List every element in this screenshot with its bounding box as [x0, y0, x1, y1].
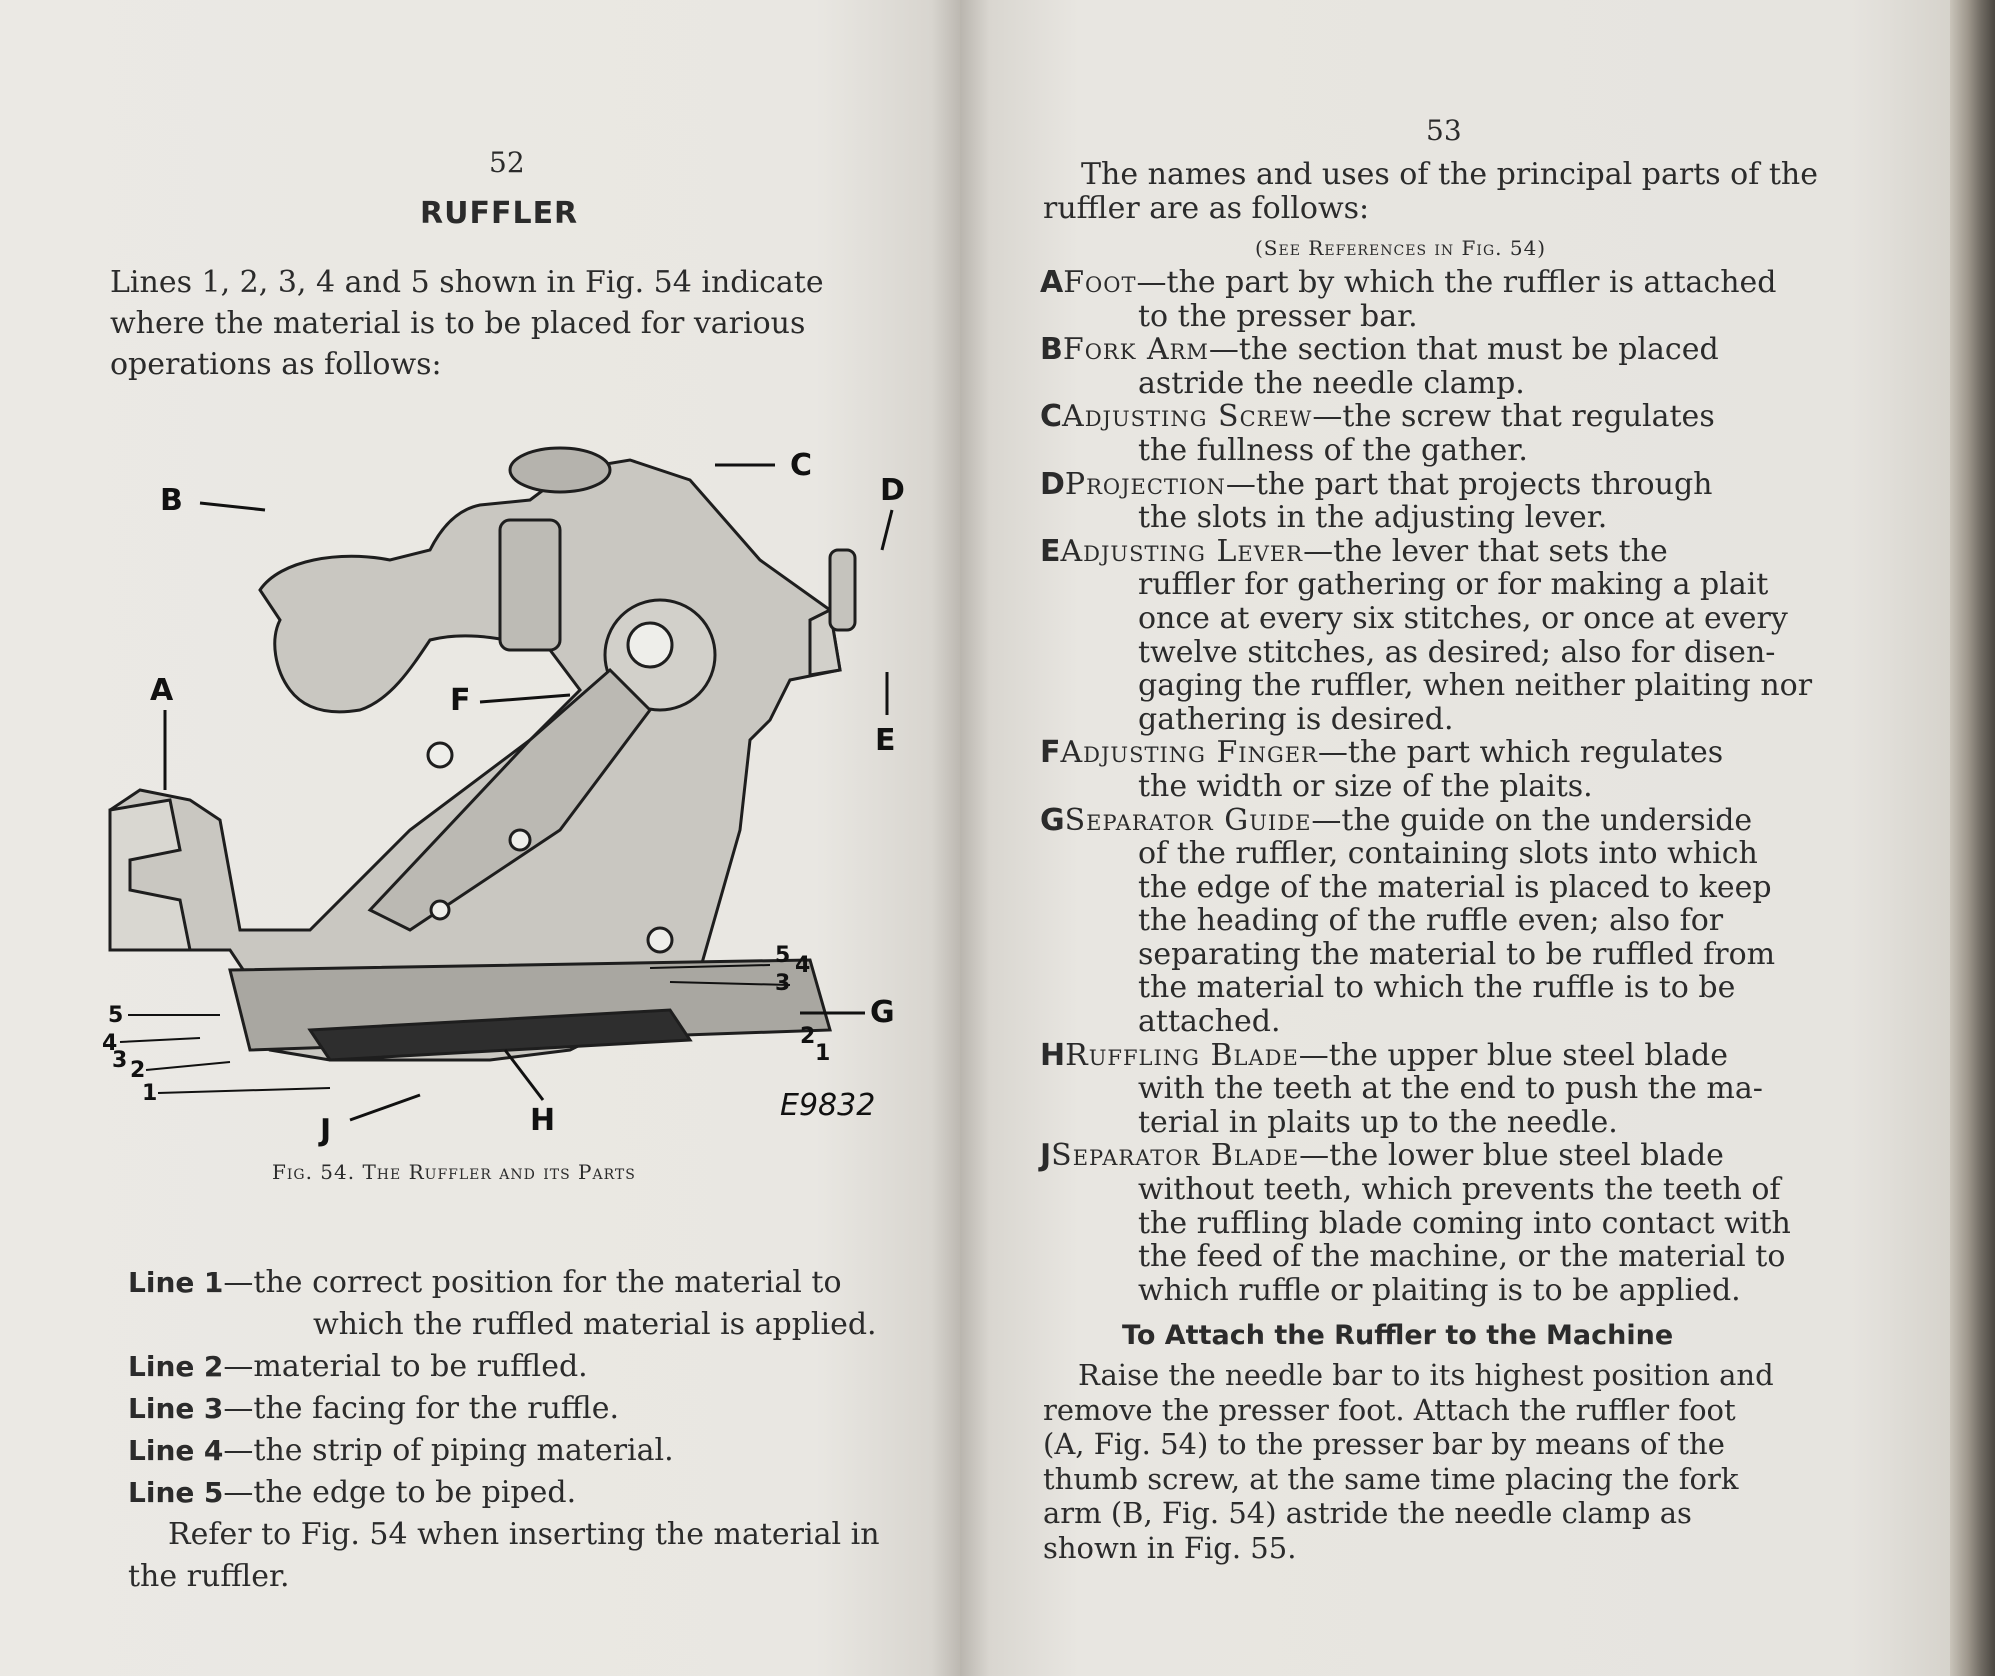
- ruffler-drawing: [110, 448, 855, 1060]
- line-label-5: 5: [108, 1003, 124, 1028]
- references-note: (See References in Fig. 54): [1255, 236, 1547, 260]
- part-definition-g: GSeparator Guide—the guide on the underside of the ruffler, containing slots into which the edge of the material is placed to keep the heading of the ruffle even; also for separating the material to be ruffled from the material to which the ruffle is to be attached.: [1040, 802, 1776, 1040]
- attach-line: remove the presser foot. Attach the ruffler foot: [1043, 1392, 1736, 1427]
- callout-j: J: [320, 1113, 332, 1148]
- line-label-2-right: 2: [800, 1024, 816, 1049]
- callout-h: H: [530, 1103, 556, 1138]
- ruffler-illustration: [102, 410, 910, 1150]
- book-edge: [1950, 0, 1995, 1676]
- line-label-5-right: 5: [775, 943, 791, 968]
- part-definition-d: DProjection—the part that projects through the slots in the adjusting lever.: [1040, 466, 1713, 536]
- section-title-ruffler: RUFFLER: [420, 196, 579, 231]
- callout-a: A: [150, 673, 174, 708]
- line-item: Line 2—material to be ruffled.: [128, 1349, 588, 1384]
- line-descriptions: [128, 1262, 928, 1598]
- intro-line: ruffler are as follows:: [1043, 191, 1370, 226]
- line-label-4-right: 4: [795, 953, 811, 978]
- line-label-1-right: 1: [815, 1041, 831, 1066]
- line-item: Line 5—the edge to be piped.: [128, 1475, 577, 1510]
- part-definition-f: FAdjusting Finger—the part which regulates the width or size of the plaits.: [1040, 735, 1724, 804]
- intro-line: The names and uses of the principal parts of the: [1081, 157, 1819, 192]
- attach-section-heading: To Attach the Ruffler to the Machine: [1122, 1320, 1674, 1351]
- intro-line: where the material is to be placed for various: [110, 306, 806, 341]
- callout-d: D: [880, 473, 905, 508]
- page-number-right: 53: [1426, 114, 1462, 147]
- part-definition-a: AFoot—the part by which the ruffler is attached to the presser bar.: [1040, 265, 1777, 334]
- part-definition-j: JSeparator Blade—the lower blue steel blade without teeth, which prevents the teeth of the ruffling blade coming into contact with the feed of the machine, or the material to which ruffle or plaiting is to be applied.: [1040, 1138, 1791, 1308]
- line-item-continuation: which the ruffled material is applied.: [313, 1307, 877, 1342]
- refer-line: the ruffler.: [128, 1559, 290, 1594]
- line-label-2: 2: [130, 1058, 146, 1083]
- attach-line: arm (B, Fig. 54) astride the needle clamp as: [1043, 1496, 1692, 1530]
- parts-list: [1040, 266, 1840, 1307]
- attach-line: Raise the needle bar to its highest position and: [1078, 1358, 1774, 1392]
- intro-line: Lines 1, 2, 3, 4 and 5 shown in Fig. 54 indicate: [110, 265, 824, 300]
- callout-b: B: [160, 483, 183, 518]
- parts-intro: [1043, 158, 1818, 226]
- line-label-3: 3: [112, 1048, 128, 1073]
- intro-line: operations as follows:: [110, 347, 442, 382]
- attach-line: thumb screw, at the same time placing the fork: [1043, 1461, 1739, 1496]
- line-item: Line 1—the correct position for the material to: [128, 1265, 842, 1300]
- intro-paragraph: [110, 262, 824, 385]
- part-definition-h: HRuffling Blade—the upper blue steel blade with the teeth at the end to push the ma- terial in plaits up to the needle.: [1040, 1037, 1763, 1140]
- callout-g: G: [870, 995, 895, 1030]
- callout-f: F: [450, 683, 471, 718]
- line-label-4: 4: [102, 1031, 118, 1056]
- figure-caption: Fig. 54. The Ruffler and its Parts: [272, 1160, 636, 1184]
- callout-c: C: [790, 448, 813, 483]
- line-label-3-right: 3: [775, 971, 791, 996]
- attach-line: (A, Fig. 54) to the presser bar by means of the: [1043, 1427, 1725, 1461]
- part-definition-c: CAdjusting Screw—the screw that regulates the fullness of the gather.: [1040, 399, 1715, 468]
- left-page: [0, 0, 960, 1676]
- callout-e: E: [875, 723, 896, 758]
- catalog-number: E9832: [780, 1088, 876, 1123]
- part-definition-b: BFork Arm—the section that must be placed astride the needle clamp.: [1040, 332, 1719, 401]
- part-definition-e: EAdjusting Lever—the lever that sets the ruffler for gathering or for making a plait once at every six stitches, or once at every twelve stitches, as desired; also for disen- gaging the ruffler, when neither plaiting nor gathering is desired.: [1040, 533, 1813, 737]
- attach-paragraph: [1043, 1358, 1843, 1565]
- line-label-1: 1: [142, 1081, 158, 1106]
- line-item: Line 3—the facing for the ruffle.: [128, 1391, 620, 1426]
- page-number-left: 52: [489, 146, 525, 179]
- line-item: Line 4—the strip of piping material.: [128, 1433, 674, 1468]
- attach-line: shown in Fig. 55.: [1043, 1530, 1297, 1565]
- refer-line: Refer to Fig. 54 when inserting the material in: [168, 1517, 880, 1552]
